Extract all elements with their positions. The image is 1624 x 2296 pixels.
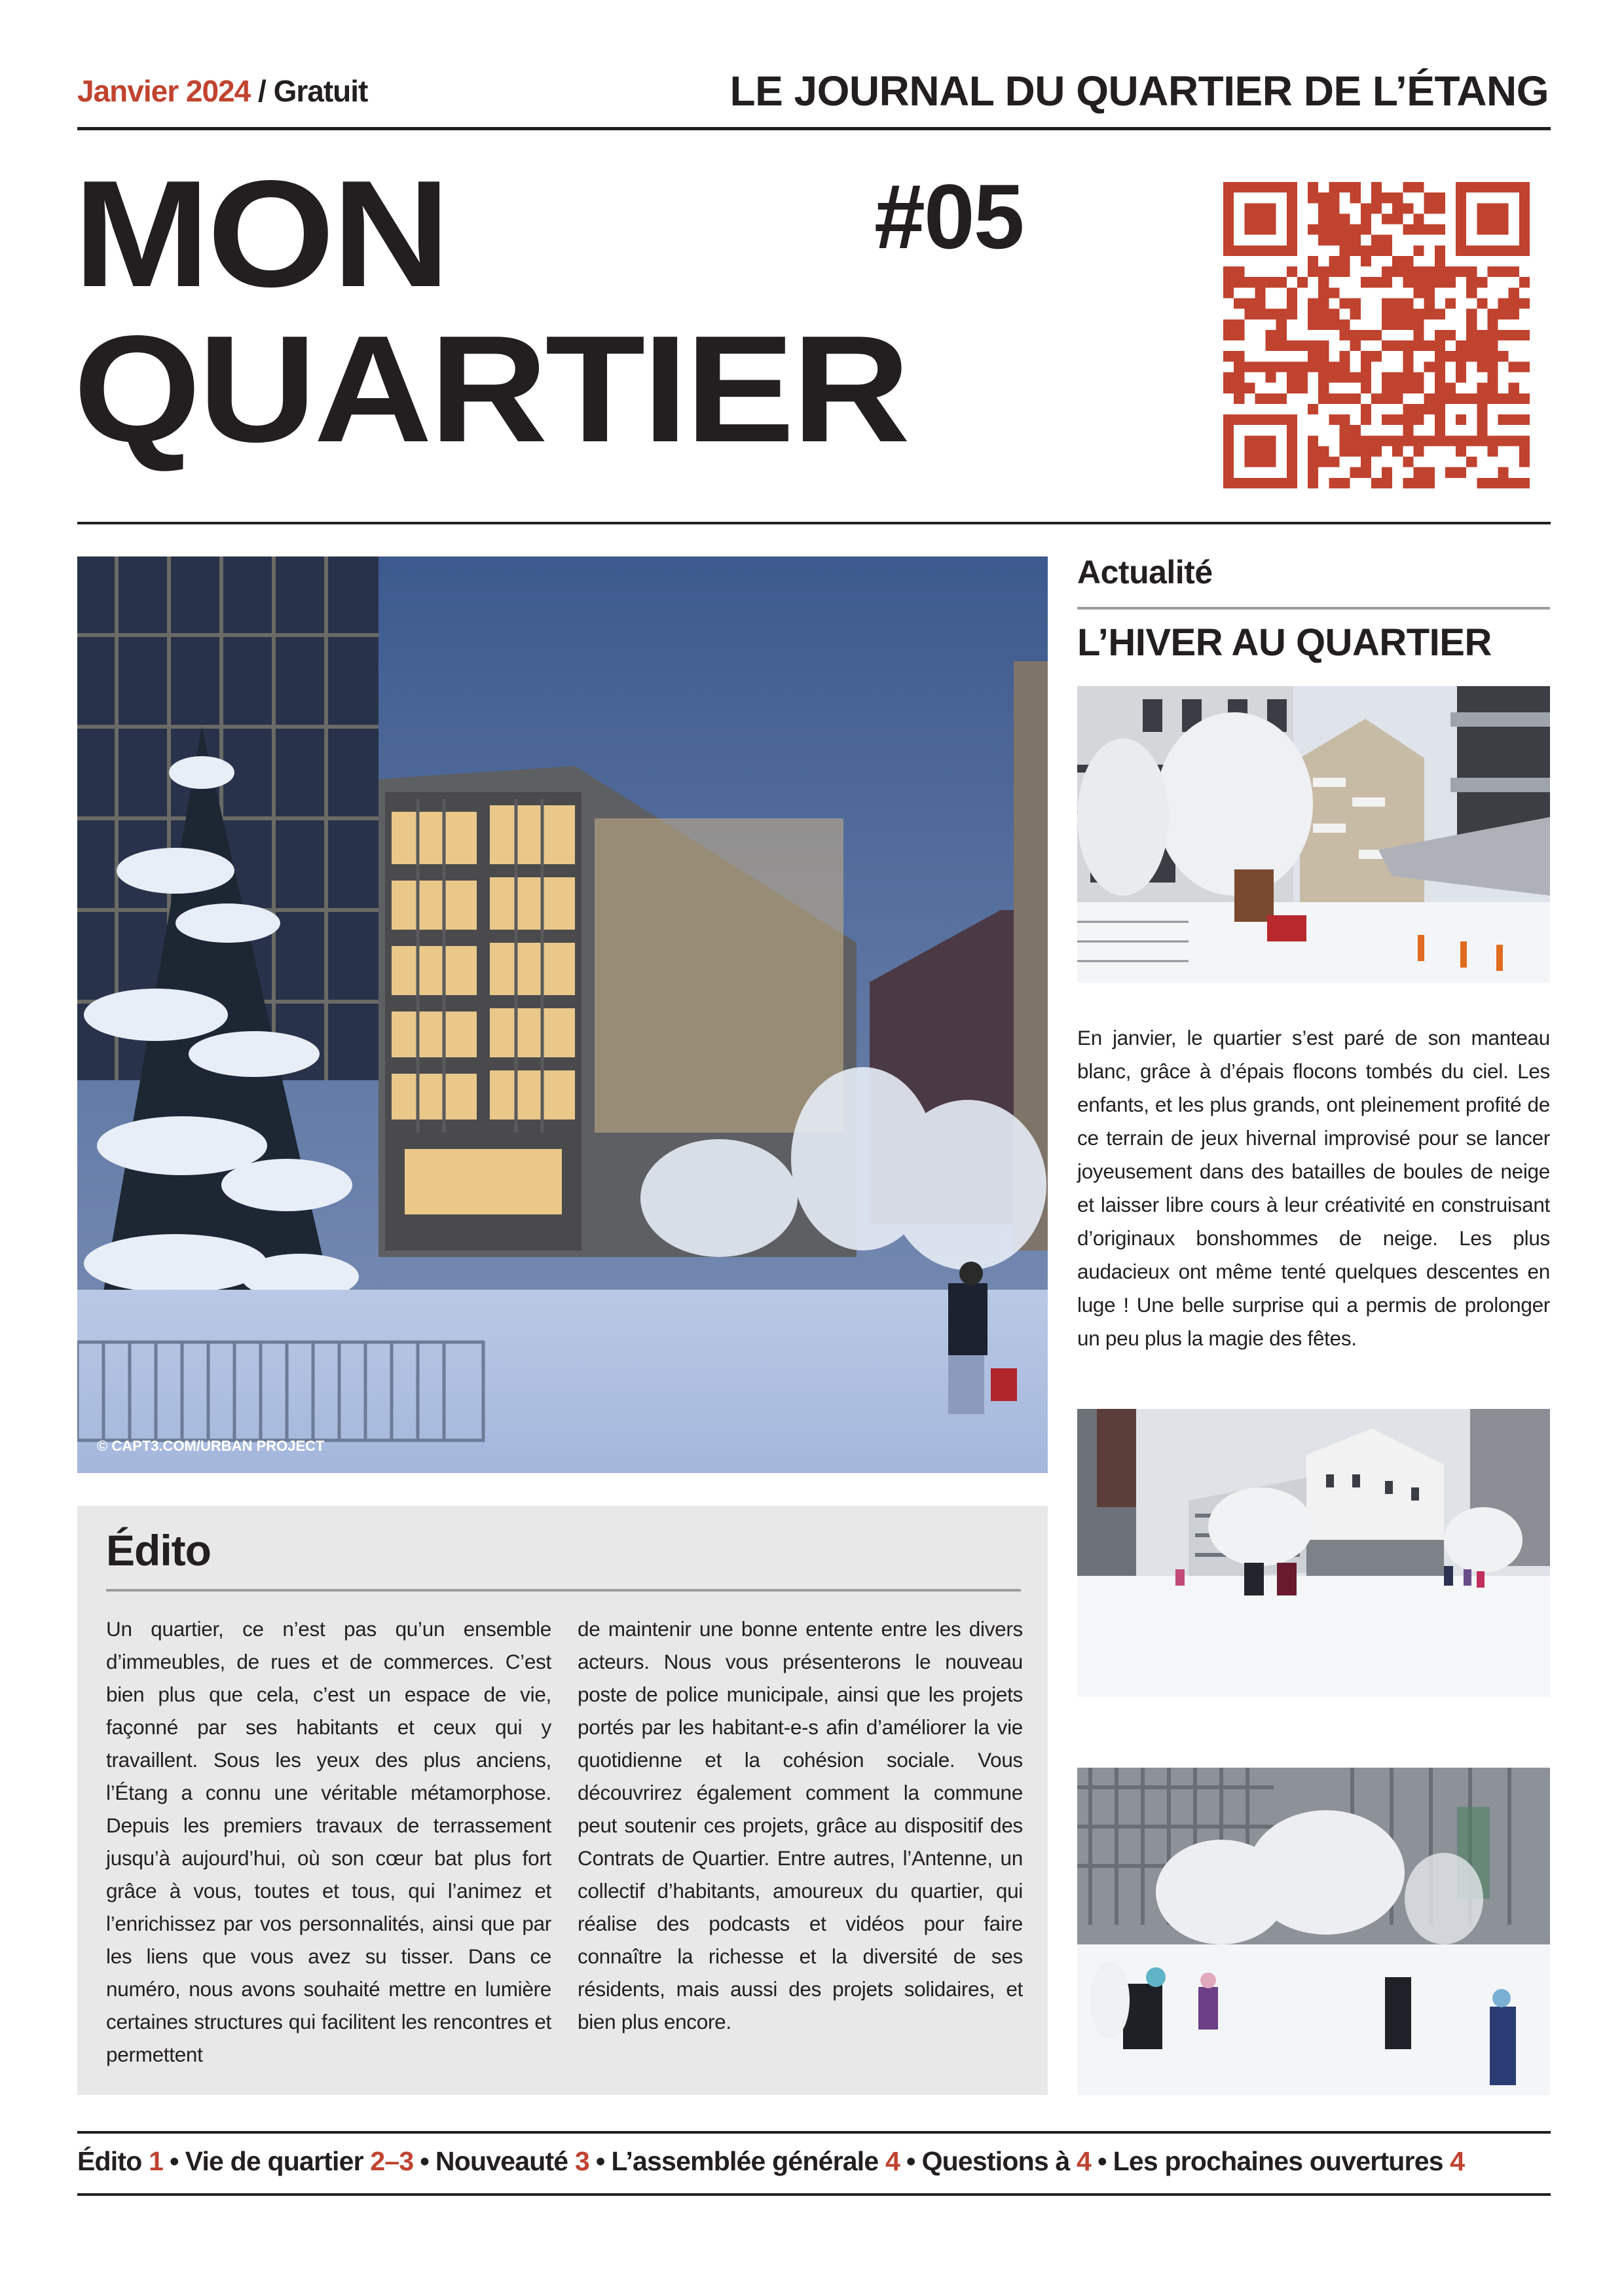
separator: / xyxy=(250,74,274,108)
toc-page: 2–3 xyxy=(370,2146,414,2176)
toc-bottom-rule xyxy=(77,2193,1551,2196)
masthead-rule xyxy=(77,522,1551,524)
qr-code-graphic xyxy=(1223,182,1530,488)
toc-bullet: • xyxy=(906,2146,915,2176)
toc-bullet: • xyxy=(1098,2146,1107,2176)
toc-item-questions-a[interactable]: Questions à 4 xyxy=(921,2146,1092,2176)
section-label-actualite: Actualité xyxy=(1077,554,1213,591)
toc-item-vie-de-quartier[interactable]: Vie de quartier 2–3 xyxy=(185,2146,414,2176)
toc-item-nouveaute[interactable]: Nouveauté 3 xyxy=(435,2146,589,2176)
edito-column-2: de maintenir une bonne entente entre les divers acteurs. Nous vous présenterons le nouveau poste de police municipale, ainsi que les projets portés par les habitant-e-s afin d’améliorer la vie quotidienne et la cohésion sociale. Vous découvrirez également comment la commune peut soutenir ces projets, grâce au dispositif des Contrats de Quartier. Entre autres, l’Antenne, un collectif d’habitants, amoureux du quartier, qui réalise des podcasts et vidéos pour faire connaître la richesse et la diversité de ses résidents, mais aussi des projets solidaires, et bien plus encore. xyxy=(578,1617,1023,2033)
toc-bullet: • xyxy=(595,2146,605,2176)
article-photo-courtyard xyxy=(1077,1409,1550,1697)
edito-column-1: Un quartier, ce n’est pas qu’un ensemble d’immeubles, de rues et de commerces. C’est bien plus que cela, c’est un espace de vie, façonné par ses habitants et ceux qui y travaillent. Sous les yeux des plus anciens, l’Étang a connu une véritable métamorphose. Depuis les premiers travaux de terrassement jusqu’à aujourd’hui, où son cœur bat plus fort grâce à vous, toutes et tous, qui l’animez et l’enrichissez par vos personnalités, ainsi que par les liens que vous avez su tisser. Dans ce numéro, nous avons souhaité mettre en lumière certaines structures qui facilitent les rencontres et permettent xyxy=(106,1617,551,2066)
toc-page: 4 xyxy=(1450,2146,1465,2176)
winter-square-image xyxy=(77,556,1048,1473)
edito-title: Édito xyxy=(106,1526,211,1575)
article-photo-sled xyxy=(1077,686,1550,983)
toc-bullet: • xyxy=(420,2146,429,2176)
toc-page: 4 xyxy=(885,2146,900,2176)
main-photo xyxy=(77,556,1048,1473)
article-title: L’HIVER AU QUARTIER xyxy=(1077,621,1492,664)
sled-image xyxy=(1077,686,1550,983)
photo-credit: © CAPT3.COM/URBAN PROJECT xyxy=(97,1438,325,1454)
masthead-title xyxy=(73,149,908,474)
article-body: En janvier, le quartier s’est paré de son manteau blanc, grâce à d’épais flocons tombés du ciel. Les enfants, et les plus grands, ont pleinement profité de ce terrain de jeux hivernal improvisé pour se lancer joyeusement dans des batailles de boules de neige et laisser libre cours à leur créativité en construisant d’originaux bonshommes de neige. Les plus audacieux ont même tenté quelques descentes en luge ! Une belle surprise qui a permis de prolonger un peu plus la magie des fêtes. xyxy=(1077,1026,1550,1350)
article-photo-snowball xyxy=(1077,1768,1550,2095)
courtyard-image xyxy=(1077,1409,1550,1697)
title-line-1: MON xyxy=(73,149,448,319)
snowball-fight-image xyxy=(1077,1768,1550,2095)
issue-date: Janvier 2024 xyxy=(77,74,251,108)
header-rule xyxy=(77,127,1551,130)
toc-bullet: • xyxy=(170,2146,179,2176)
toc-item-edito[interactable]: Édito 1 xyxy=(77,2146,164,2176)
publication-name: LE JOURNAL DU QUARTIER DE L’ÉTANG xyxy=(729,67,1549,115)
toc-top-rule xyxy=(77,2131,1551,2134)
toc-page: 4 xyxy=(1077,2146,1092,2176)
issue-date-price xyxy=(77,73,367,109)
toc-page: 1 xyxy=(149,2146,164,2176)
table-of-contents xyxy=(77,2146,1551,2177)
title-line-2: QUARTIER xyxy=(73,304,908,474)
issue-number: #05 xyxy=(874,165,1024,268)
section-rule xyxy=(1077,607,1550,610)
qr-code-icon[interactable] xyxy=(1223,182,1530,488)
edito-rule xyxy=(106,1589,1021,1592)
toc-item-assemblee-generale[interactable]: L’assemblée générale 4 xyxy=(611,2146,900,2176)
price-label: Gratuit xyxy=(273,74,368,108)
toc-item-prochaines-ouvertures[interactable]: Les prochaines ouvertures 4 xyxy=(1113,2146,1465,2176)
toc-page: 3 xyxy=(574,2146,589,2176)
